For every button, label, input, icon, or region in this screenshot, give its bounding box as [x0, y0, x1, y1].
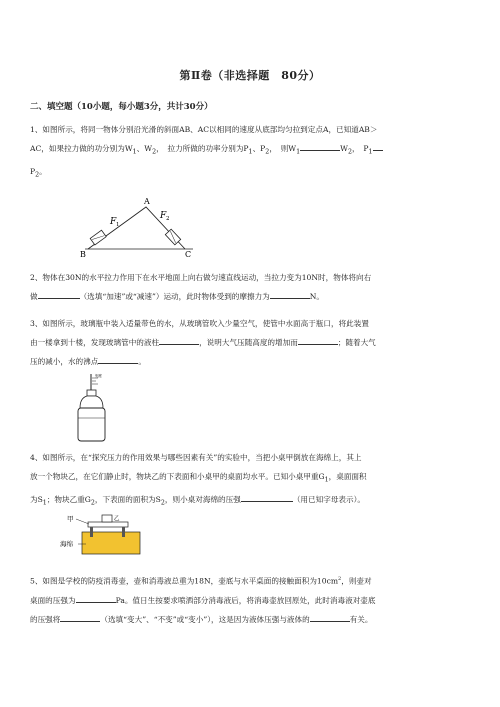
answer-blank[interactable]	[159, 336, 199, 345]
label-F2-subscript: 2	[166, 216, 170, 222]
bottle-shoulder	[80, 396, 103, 408]
block-yi	[102, 515, 112, 522]
page-title: 第Ⅱ卷（非选择题 80分）	[179, 69, 321, 82]
answer-blank[interactable]	[98, 355, 138, 364]
answer-blank[interactable]	[76, 594, 116, 603]
bottle-body	[78, 408, 105, 441]
label-F2: F	[160, 211, 167, 221]
label-jia: 甲	[67, 515, 74, 523]
answer-blank[interactable]	[310, 613, 350, 622]
incline-outline	[88, 207, 185, 249]
answer-blank[interactable]	[241, 493, 293, 502]
bottle-figure	[72, 372, 112, 444]
question-1: 1、如图所示，将同一物体分别沿光滑的斜面AB、AC以相同的速度从底部均匀拉到定点A，已知道AB＞ AC，如果拉力做的功分别为$W_1$、$W_2$， 拉力所做的功率分别为$P_1$、$P_2$， 则$W_1$ $W_2$， $P_1$ $P_2$。	[30, 120, 470, 184]
label-B: B	[80, 250, 86, 258]
answer-blank[interactable]	[38, 290, 80, 299]
answer-blank[interactable]	[298, 336, 338, 345]
table-leg	[90, 527, 93, 537]
answer-blank[interactable]	[60, 613, 100, 622]
label-A: A	[144, 197, 150, 206]
incline-figure	[80, 196, 200, 258]
answer-blank[interactable]	[270, 290, 310, 299]
sponge-figure	[58, 512, 148, 556]
answer-blank[interactable]	[300, 142, 340, 151]
table-leg	[122, 527, 125, 537]
question-3: 3、如图所示，玻璃瓶中装入适量带色的水，从玻璃管吹入少量空气，使管中水面高于瓶口，将此装置 由一楼拿到十楼，发现玻璃管中的液柱 ，说明大气压随高度的增加而 ；随着大气 压的减小，水的沸点 。	[30, 319, 376, 366]
question-4: 4、如图所示，在“探究压力的作用效果与哪些因素有关”的实验中，当把小桌甲倒放在海绵上，其上 放一个物块乙，在它们静止时，物块乙的下表面和小桌甲的桌面均水平。已知小桌甲重$G_1$，桌面面积 为$S_1$；物块乙重$G_2$，下表面的面积为$S_2$，则小桌对海绵的压强 （用已知字母表示）。	[30, 453, 367, 507]
section-heading: 二、填空题（10小题，每小题3分，共计30分）	[30, 102, 213, 112]
label-sponge: 海绵	[60, 540, 73, 548]
label-F1: F	[110, 217, 117, 227]
label-yi: 乙	[114, 516, 120, 522]
block-left	[90, 230, 106, 245]
bottle-stopper	[87, 390, 96, 396]
label-C: C	[185, 250, 192, 258]
question-5: 5、如图是学校的防疫消毒壶，壶和消毒液总重为18N，壶底与水平桌面的接触面积为$10cm^2$，则壶对 桌面的压强为 Pa。值日生按要求喷洒部分消毒液后，将消毒壶放回原处，此时消毒液对壶底 的压强将 （选填“变大”、“不变”或“变小”），这是因为液体压强与液体的 有关。	[30, 576, 376, 624]
answer-blank[interactable]	[373, 142, 383, 151]
question-2: 2、物体在30N的水平拉力作用下在水平地面上向右做匀速直线运动，当拉力变为10N时，物体将向右 做 （选填“加速”或“减速”）运动，此时物体受到的摩擦力为 N。	[30, 273, 372, 301]
label-F1-subscript: 1	[116, 222, 120, 228]
scale-label: 刻度	[95, 374, 102, 378]
table-top	[88, 522, 128, 527]
